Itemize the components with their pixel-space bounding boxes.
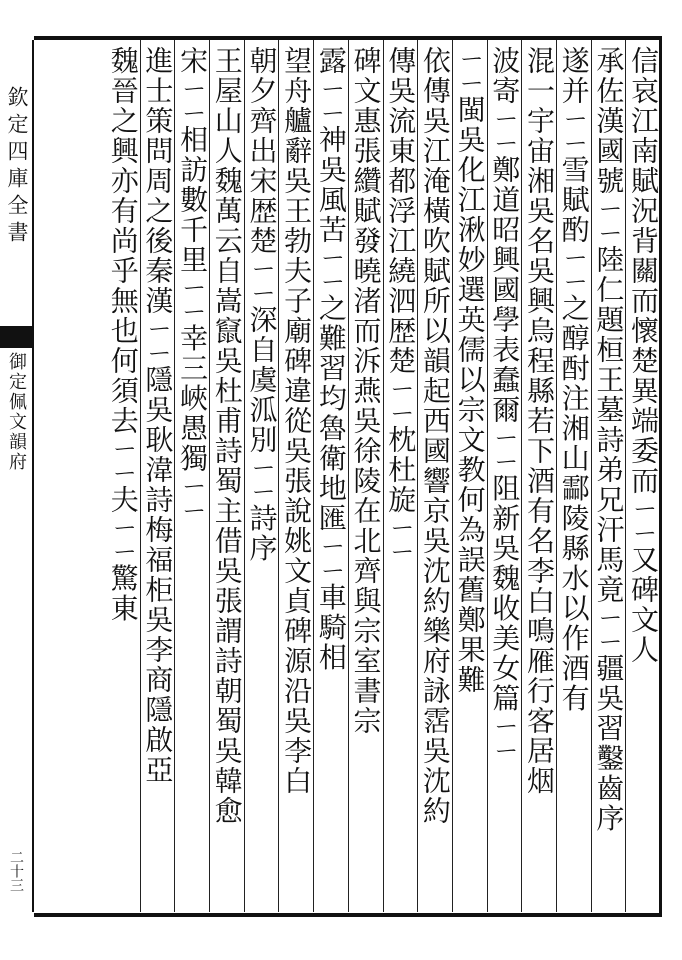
- text-column: 遂并ㄧㄧ雪賦酌ㄧㄧ之醇酎注湘山酃陵縣水以作酒有: [556, 40, 591, 912]
- book-title: 欽定四庫全書: [5, 86, 29, 248]
- text-column: 露ㄧㄧ神吳風苦ㄧㄧ之難習均魯衛地匯ㄧㄧ車騎相: [313, 40, 348, 912]
- text-column: 望舟艫辭吳王勃夫子廟碑違從吳張說姚文貞碑源沿吳李白: [278, 40, 313, 912]
- text-column: 朝夕齊出宋歴楚ㄧㄧ深自虞泒別ㄧㄧ詩序: [244, 40, 279, 912]
- text-column: 承佐漢國號ㄧㄧ陸仁題桓王墓詩弟兄汗馬竟ㄧㄧ疆吳習鑿齒序: [591, 40, 626, 912]
- text-column: 魏晉之興亦有尚乎無也何須去ㄧㄧ夫ㄧㄧ驚東: [106, 46, 140, 624]
- volume-title: 御定佩文韻府: [6, 352, 27, 472]
- text-column: 王屋山人魏萬云自嵩竄吳杜甫詩蜀主借吳張謂詩朝蜀吳韓愈: [209, 40, 244, 912]
- text-body: [34, 40, 660, 912]
- text-column: 混一宇宙湘吳名吳興烏程縣若下酒有名李白鳴雁行客居烟: [521, 40, 556, 912]
- text-column: 傳吳流東都浮江繞泗歴楚ㄧㄧ枕杜旋ㄧㄧ: [383, 40, 418, 912]
- text-column: 依傳吳江淹橫吹賦所以韻起西國響京吳沈約樂府詠霑吳沈約: [417, 40, 452, 912]
- text-column: 碑文惠張纘賦發曉渚而泝燕吳徐陵在北齊與宗室書宗: [348, 40, 383, 912]
- text-column: 進士策問周之後秦漢ㄧㄧ隱吳耿湋詩梅福柜吳李商隱啟亞: [140, 40, 175, 912]
- text-column: 宋ㄧㄧ相訪數千里ㄧㄧ幸三峽愚獨ㄧㄧ: [174, 40, 209, 912]
- page-margin: [0, 40, 34, 912]
- fish-tail-mark: [0, 326, 34, 348]
- bottom-rule: [34, 913, 662, 917]
- text-column: 波寄ㄧㄧ鄭道昭興國學表蠢爾ㄧㄧ阻新吳魏收美女篇ㄧㄧ: [487, 40, 522, 912]
- text-column: ㄧㄧ閩吳化江湫妙選英儒以宗文教何為誤舊鄭果難: [452, 40, 487, 912]
- text-column: 信哀江南賦況背關而懷楚異端委而ㄧㄧ又碑文人: [625, 40, 660, 912]
- page-number: 二十三: [8, 850, 24, 892]
